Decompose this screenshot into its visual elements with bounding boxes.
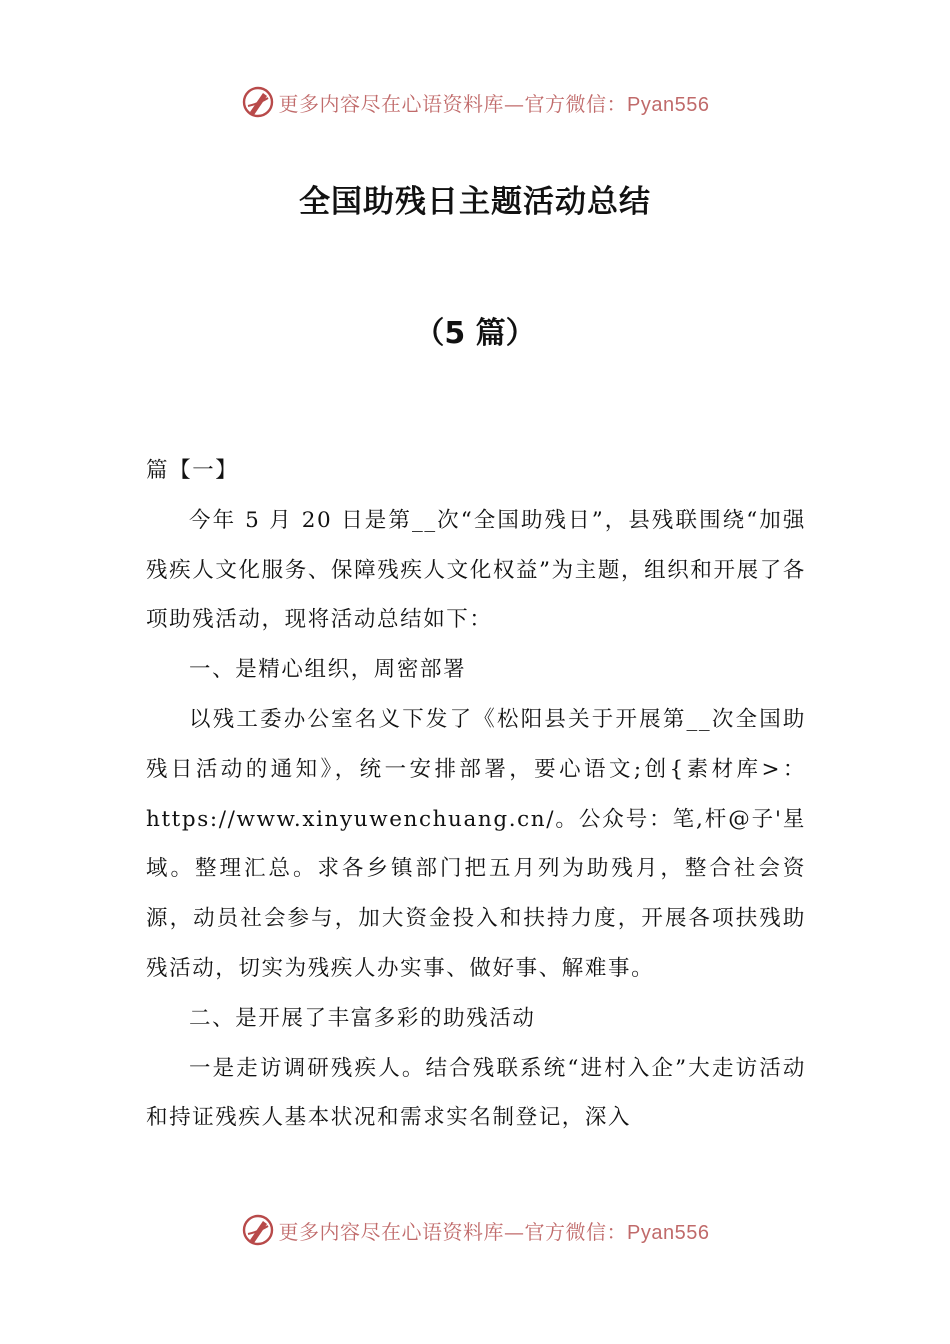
heading-paragraph: 一、是精心组织，周密部署 bbox=[189, 657, 467, 683]
banner-wechat-id: Pyan556 bbox=[627, 93, 710, 116]
document-body bbox=[146, 446, 806, 1143]
header-banner bbox=[0, 82, 950, 122]
section-label: 篇【一】 bbox=[146, 458, 239, 483]
paragraph: 以残工委办公室名义下发了《松阳县关于开展第__次全国助残日活动的通知》，统一安排部署，要心语文;创{素材库>：https://www.xinyuwenchuang.cn/。公众号：笔,杆@子'星域。整理汇总。求各乡镇部门把五月列为助残月，整合社会资源，动员社会参与，加大资金投入和扶持力度，开展各项扶残助残活动，切实为残疾人办实事、做好事、解难事。 bbox=[146, 706, 806, 981]
footer-banner bbox=[0, 1210, 950, 1250]
paragraph: 一是走访调研残疾人。结合残联系统“进村入企”大走访活动和持证残疾人基本状况和需求实名制登记，深入 bbox=[146, 1055, 806, 1131]
document-title: 全国助残日主题活动总结 bbox=[299, 184, 651, 220]
banner-label: 更多内容尽在心语资料库—官方微信： bbox=[278, 91, 628, 116]
banner-text bbox=[279, 88, 710, 117]
banner-text bbox=[279, 1216, 710, 1245]
banner-label: 更多内容尽在心语资料库—官方微信： bbox=[278, 1219, 628, 1244]
heading-paragraph: 二、是开展了丰富多彩的助残活动 bbox=[189, 1005, 536, 1031]
pen-nib-logo-icon bbox=[241, 85, 275, 119]
banner-wechat-id: Pyan556 bbox=[627, 1221, 710, 1244]
paragraph: 今年 5 月 20 日是第__次“全国助残日”，县残联围绕“加强残疾人文化服务、保障残疾人文化权益”为主题，组织和开展了各项助残活动，现将活动总结如下： bbox=[146, 507, 806, 633]
pen-nib-logo-icon bbox=[241, 1213, 275, 1247]
document-subtitle: （5 篇） bbox=[414, 316, 536, 351]
